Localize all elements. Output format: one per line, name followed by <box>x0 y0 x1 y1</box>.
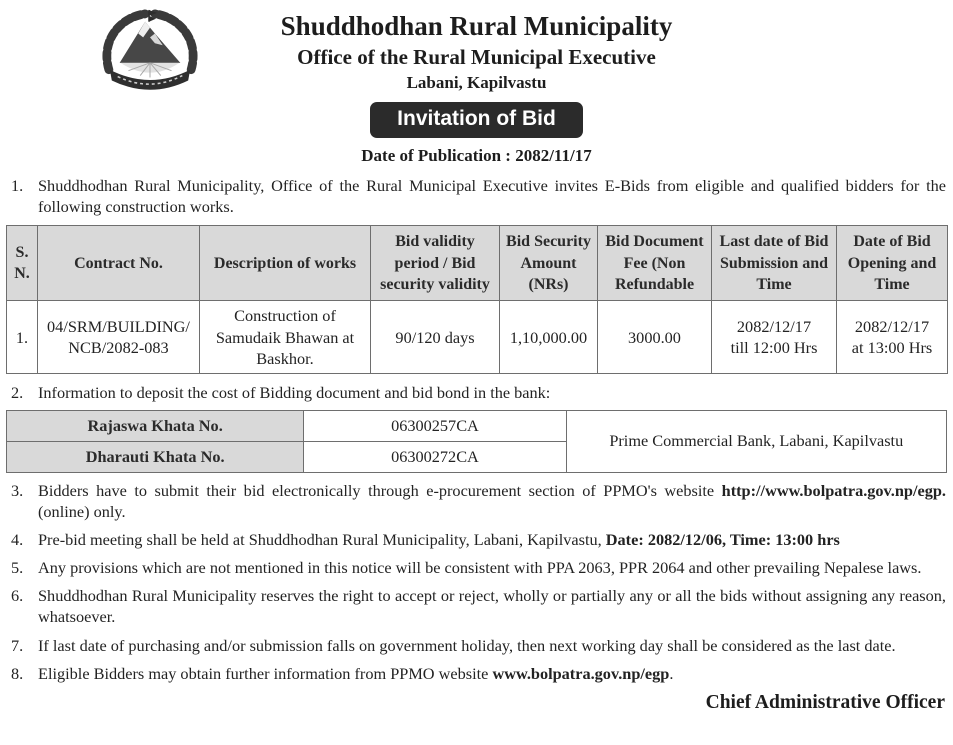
text-run: Shuddhodhan Rural Municipality, Office of the Rural Municipal Executive invites E-Bids from eligible and qualified bidders for the following construction works. <box>38 176 946 217</box>
rajaswa-label: Rajaswa Khata No. <box>7 410 304 441</box>
notice-item-1 <box>11 175 946 217</box>
cell-sn: 1. <box>7 301 38 374</box>
bold-text-run: http://www.bolpatra.gov.np/egp. <box>721 480 946 500</box>
cell-submission <box>712 301 837 374</box>
cell-security: 1,10,000.00 <box>500 301 598 374</box>
cell-fee: 3000.00 <box>598 301 712 374</box>
bank-name: Prime Commercial Bank, Labani, Kapilvastu <box>566 410 946 472</box>
cell-opening <box>837 301 948 374</box>
bid-table-header-row <box>7 226 948 301</box>
item-text <box>38 635 946 656</box>
signature-title: Chief Administrative Officer <box>705 691 945 713</box>
notice-item <box>11 585 946 627</box>
text-run: (online) only. <box>38 501 126 521</box>
municipality-emblem-icon <box>96 8 204 102</box>
notice-item <box>11 557 946 578</box>
opening-time: at 13:00 Hrs <box>851 338 933 358</box>
cell-validity: 90/120 days <box>371 301 500 374</box>
address-line: Labani, Kapilvastu <box>406 73 547 92</box>
bid-table-row <box>7 301 948 374</box>
col-validity: Bid validity period / Bid security validity <box>371 226 500 301</box>
opening-date: 2082/12/17 <box>854 316 930 336</box>
invitation-banner: Invitation of Bid <box>370 102 583 138</box>
item-number: 2. <box>11 383 24 403</box>
bid-table <box>6 225 948 374</box>
col-security: Bid Security Amount (NRs) <box>500 226 598 301</box>
item-text <box>38 175 946 217</box>
dharauti-label: Dharauti Khata No. <box>7 441 304 472</box>
notice-item <box>11 635 946 656</box>
col-submission: Last date of Bid Submission and Time <box>712 226 837 301</box>
cell-description: Construction of Samudaik Bhawan at Baskhor. <box>200 301 371 374</box>
bank-table-row <box>7 410 947 441</box>
text-run: Shuddhodhan Rural Municipality reserves the right to accept or reject, wholly or partially any or all the bids without assigning any reason, whatsoever. <box>38 586 946 627</box>
notice-item <box>11 529 946 550</box>
bold-text-run: www.bolpatra.gov.np/egp <box>492 663 670 683</box>
dharauti-value: 06300272CA <box>304 441 566 472</box>
text-run: Any provisions which are not mentioned in this notice will be consistent with PPA 2063, PPR 2064 and other prevailing Nepalese laws. <box>38 558 922 578</box>
item-number: 6. <box>11 586 24 606</box>
text-run: Pre-bid meeting shall be held at Shuddhodhan Rural Municipality, Labani, Kapilvastu, <box>38 529 606 549</box>
cell-contract: 04/SRM/BUILDING/ NCB/2082-083 <box>38 301 200 374</box>
col-description: Description of works <box>200 226 371 301</box>
item-number: 8. <box>11 663 24 683</box>
notice-item <box>11 480 946 522</box>
item-number: 1. <box>11 176 24 195</box>
submission-time: till 12:00 Hrs <box>730 338 818 358</box>
text-run: If last date of purchasing and/or submission falls on government holiday, then next working day shall be considered as the last date. <box>38 635 896 655</box>
notice-item <box>11 663 946 684</box>
col-contract: Contract No. <box>38 226 200 301</box>
text-run: Bidders have to submit their bid electronically through e-procurement section of PPMO's website <box>38 480 722 500</box>
bank-table <box>6 410 947 473</box>
submission-date: 2082/12/17 <box>736 316 812 336</box>
col-opening: Date of Bid Opening and Time <box>837 226 948 301</box>
text-run: Eligible Bidders may obtain further information from PPMO website <box>38 663 493 683</box>
rajaswa-value: 06300257CA <box>304 410 566 441</box>
item-number: 4. <box>11 529 24 549</box>
item-text <box>38 585 946 627</box>
notice-item-2 <box>11 382 946 403</box>
municipality-title: Shuddhodhan Rural Municipality <box>280 11 673 41</box>
notes-list <box>0 480 953 684</box>
item-number: 3. <box>11 480 24 500</box>
document-header <box>0 0 953 166</box>
text-run: . <box>669 663 674 683</box>
item-number: 5. <box>11 558 24 578</box>
col-sn: S. N. <box>7 226 38 301</box>
item-text <box>38 480 946 522</box>
item-text <box>38 557 946 578</box>
bold-text-run: Date: 2082/12/06, Time: 13:00 hrs <box>605 529 840 549</box>
item-text <box>38 663 946 684</box>
text-run: Information to deposit the cost of Bidding document and bid bond in the bank: <box>38 383 551 403</box>
col-fee: Bid Document Fee (Non Refundable <box>598 226 712 301</box>
publication-date: Date of Publication : 2082/11/17 <box>361 146 592 165</box>
office-subtitle: Office of the Rural Municipal Executive <box>297 45 656 69</box>
item-text <box>38 529 946 550</box>
item-number: 7. <box>11 635 24 655</box>
item-text <box>38 382 946 403</box>
